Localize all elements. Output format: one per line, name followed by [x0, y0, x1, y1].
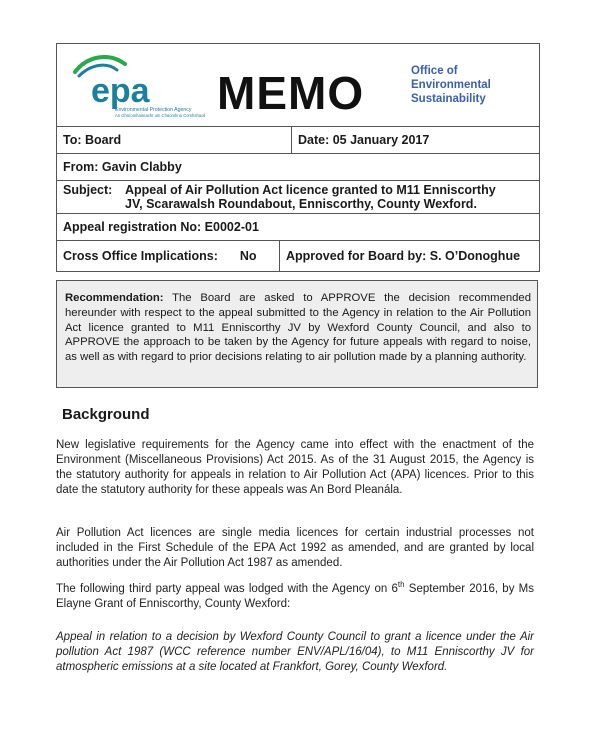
background-paragraph-4: Appeal in relation to a decision by Wexford County Council to grant a licence under the Air pollution Act 1987 (WCC reference number ENV/APL/16/04), to M11 Enniscorthy JV for atmospheric emissions at a site located at Frankfort, Gorey, County Wexford. — [56, 631, 534, 673]
logo-subtitle-2: An Ghníomhaireacht um Chaomhnú Comhshaoil — [115, 113, 205, 118]
recommendation-body: The Board are asked to APPROVE the decision recommended hereunder with respect to the appeal submitted to the Agency in relation to the Air Pollution Act licence granted to M11 Enniscorthy JV by Wexford County Council, and also to APPROVE the approach to be taken by the Agency for future appeals with regard to noise, as well as with regard to prior decisions relating to air pollution made by a planning authority. — [65, 292, 531, 364]
memo-header-row — [57, 44, 539, 127]
background-heading: Background — [62, 406, 150, 423]
cross-office-label: Cross Office Implications: — [63, 249, 218, 263]
subject-text — [125, 183, 496, 211]
office-line-2: Environmental — [411, 79, 491, 91]
background-paragraph-3 — [56, 582, 534, 612]
p3-after: September 2016, by Ms Elayne Grant of Enniscorthy, County Wexford: — [56, 583, 535, 610]
from-field: From: Gavin Clabby — [63, 160, 182, 174]
memo-title: MEMO — [217, 67, 365, 119]
office-line-1: Office of — [411, 65, 458, 77]
recommendation-text — [65, 291, 531, 365]
to-date-row — [57, 127, 539, 154]
subject-field — [57, 183, 502, 211]
p3-sup: th — [397, 580, 405, 590]
from-row — [57, 154, 539, 181]
appeal-row — [57, 214, 539, 241]
recommendation-box — [56, 280, 538, 388]
approved-by-field: Approved for Board by: S. O’Donoghue — [286, 249, 521, 263]
subject-line-2: JV, Scarawalsh Roundabout, Enniscorthy, County Wexford. — [125, 197, 477, 211]
memo-header-table — [56, 43, 540, 272]
office-name — [411, 64, 491, 106]
subject-label: Subject: — [63, 183, 113, 197]
appeal-registration: Appeal registration No: E0002-01 — [63, 220, 259, 234]
cross-office-field — [57, 241, 280, 271]
subject-row — [57, 181, 539, 214]
epa-logo — [65, 50, 205, 120]
date-field: Date: 05 January 2017 — [298, 133, 430, 147]
subject-line-1: Appeal of Air Pollution Act licence granted to M11 Enniscorthy — [125, 183, 496, 197]
logo-word: epa — [91, 72, 150, 110]
office-line-3: Sustainability — [411, 93, 486, 105]
recommendation-label: Recommendation: — [65, 292, 164, 304]
p3-before: The following third party appeal was lodged with the Agency on 6 — [56, 583, 398, 595]
background-paragraph-1: New legislative requirements for the Agency came into effect with the enactment of the Environment (Miscellaneous Provisions) Act 2015. As of the 31 August 2015, the Agency is the statutory authority for appeals in relation to Air Pollution Act (APA) licences. Prior to this date the statutory authority for these appeals was An Bord Pleanála. — [56, 439, 534, 496]
background-paragraph-2: Air Pollution Act licences are single media licences for certain industrial processes not included in the First Schedule of the EPA Act 1992 as amended, and are granted by local authorities under the Air Pollution Act 1987 as amended. — [56, 527, 534, 569]
cross-office-value: No — [239, 249, 257, 263]
to-field: To: Board — [57, 127, 292, 153]
logo-subtitle-1: Environmental Protection Agency — [115, 107, 192, 113]
cross-office-row — [57, 241, 539, 271]
